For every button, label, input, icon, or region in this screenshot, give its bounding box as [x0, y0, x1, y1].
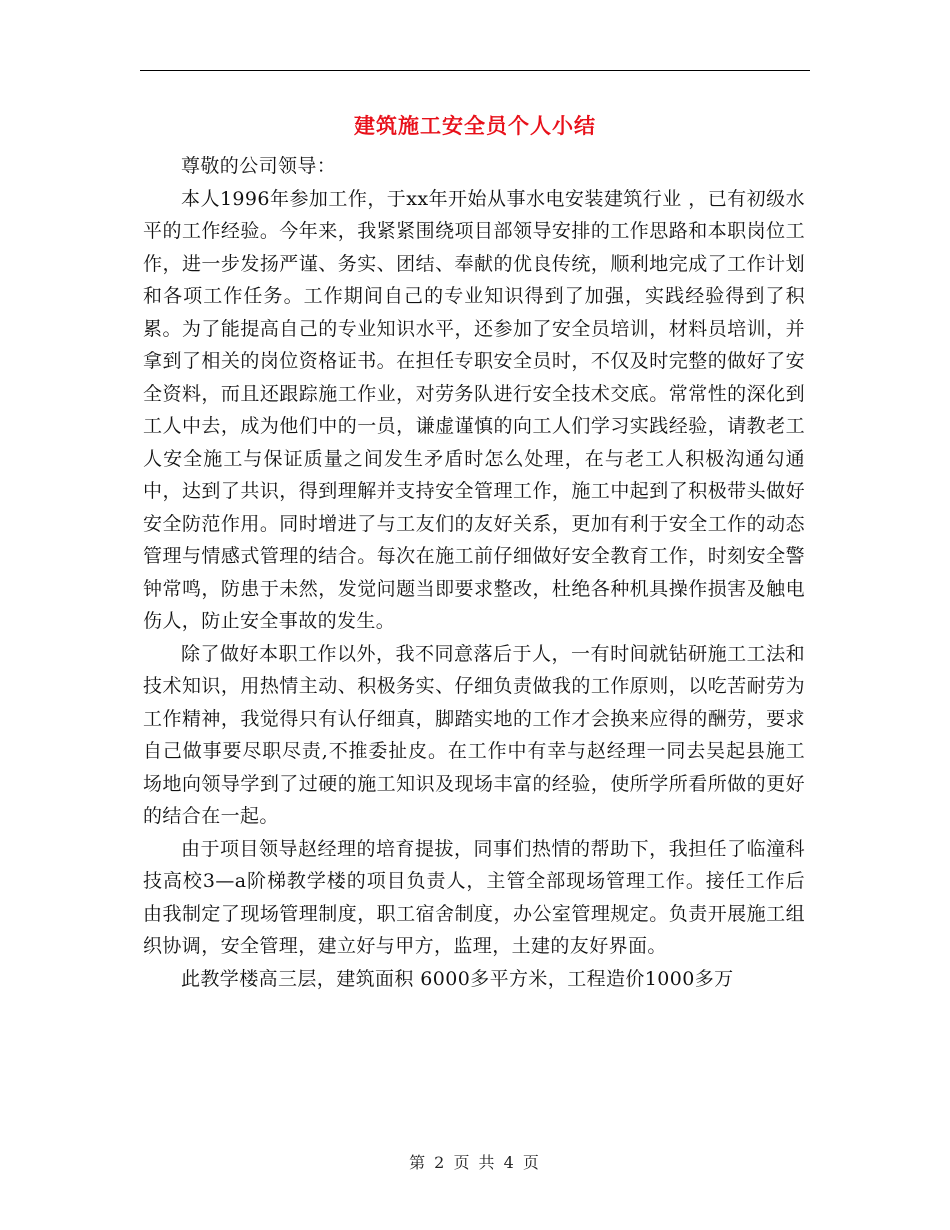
page-number-footer: 第 2 页 共 4 页 — [409, 1153, 541, 1172]
document-title: 建筑施工安全员个人小结 — [354, 113, 596, 138]
salutation: 尊敬的公司领导： — [181, 155, 337, 177]
document-body — [143, 150, 805, 995]
paragraph-4: 此教学楼高三层，建筑面积 6000多平方米，工程造价1000多万 — [181, 967, 734, 990]
paragraph-3: 由于项目领导赵经理的培育提拔，同事们热情的帮助下，我担任了临潼科技高校3—a阶梯教学楼的项目负责人，主管全部现场管理工作。接任工作后由我制定了现场管理制度，职工宿舍制度，办公室管理规定。负责开展施工组织协调，安全管理，建立好与甲方，监理，土建的友好界面。 — [143, 837, 805, 957]
header-rule — [140, 70, 810, 71]
paragraph-1: 本人1996年参加工作，于xx年开始从事水电安装建筑行业 ，已有初级水平的工作经验。今年来，我紧紧围绕项目部领导安排的工作思路和本职岗位工作，进一步发扬严谨、务实、团结、奉献的优良传统，顺利地完成了工作计划和各项工作任务。工作期间自己的专业知识得到了加强，实践经验得到了积累。为了能提高自己的专业知识水平，还参加了安全员培训，材料员培训，并拿到了相关的岗位资格证书。在担任专职安全员时，不仅及时完整的做好了安全资料，而且还跟踪施工作业，对劳务队进行安全技术交底。常常性的深化到工人中去，成为他们中的一员，谦虚谨慎的向工人们学习实践经验，请教老工人安全施工与保证质量之间发生矛盾时怎么处理，在与老工人积极沟通勾通中，达到了共识，得到理解并支持安全管理工作，施工中起到了积极带头做好安全防范作用。同时增进了与工友们的友好关系，更加有利于安全工作的动态管理与情感式管理的结合。每次在施工前仔细做好安全教育工作，时刻安全警钟常鸣，防患于未然，发觉问题当即要求整改，杜绝各种机具操作损害及触电伤人，防止安全事故的发生。 — [143, 187, 805, 632]
paragraph-2: 除了做好本职工作以外，我不同意落后于人，一有时间就钻研施工工法和技术知识，用热情主动、积极务实、仔细负责做我的工作原则，以吃苦耐劳为工作精神，我觉得只有认仔细真，脚踏实地的工作才会换来应得的酬劳，要求自己做事要尽职尽责,不推委扯皮。在工作中有幸与赵经理一同去吴起县施工场地向领导学到了过硬的施工知识及现场丰富的经验，使所学所看所做的更好的结合在一起。 — [143, 642, 805, 827]
